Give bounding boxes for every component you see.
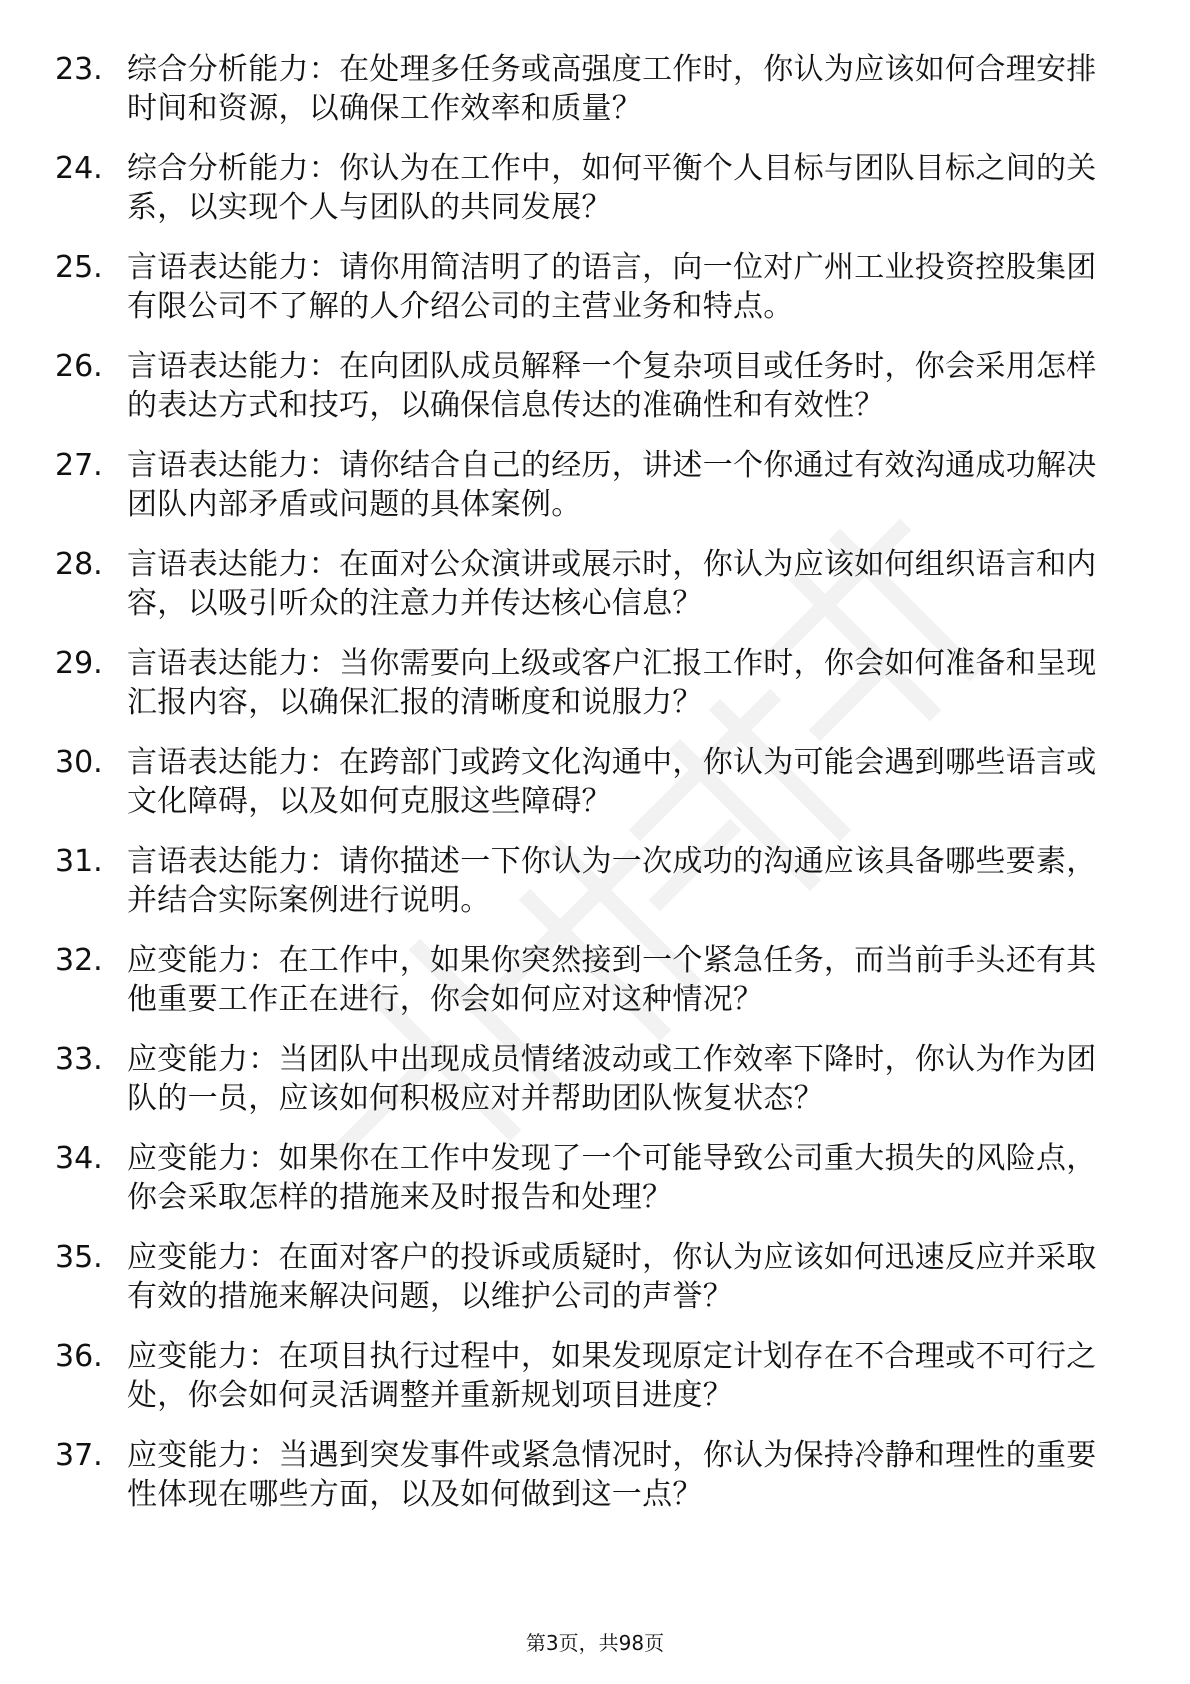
question-text: 综合分析能力：你认为在工作中，如何平衡个人目标与团队目标之间的关系，以实现个人与团队的共同发展？ <box>127 151 1097 225</box>
question-number: 33. <box>55 1042 103 1077</box>
question-number: 24. <box>55 151 103 186</box>
question-text: 言语表达能力：当你需要向上级或客户汇报工作时，你会如何准备和呈现汇报内容，以确保汇报的清晰度和说服力？ <box>127 646 1097 720</box>
question-item <box>55 545 1115 623</box>
question-number: 37. <box>55 1438 103 1473</box>
question-text: 应变能力：当团队中出现成员情绪波动或工作效率下降时，你认为作为团队的一员，应该如何积极应对并帮助团队恢复状态？ <box>127 1042 1097 1116</box>
question-number: 27. <box>55 448 103 483</box>
question-item <box>55 1139 1115 1217</box>
question-list <box>55 50 1115 1535</box>
question-item <box>55 644 1115 722</box>
question-number: 23. <box>55 52 103 87</box>
question-text: 言语表达能力：请你用简洁明了的语言，向一位对广州工业投资控股集团有限公司不了解的人介绍公司的主营业务和特点。 <box>127 250 1097 324</box>
question-number: 32. <box>55 943 103 978</box>
question-text: 言语表达能力：在跨部门或跨文化沟通中，你认为可能会遇到哪些语言或文化障碍，以及如何克服这些障碍？ <box>127 745 1097 819</box>
question-text: 言语表达能力：请你描述一下你认为一次成功的沟通应该具备哪些要素，并结合实际案例进行说明。 <box>127 844 1097 918</box>
question-text: 应变能力：在项目执行过程中，如果发现原定计划存在不合理或不可行之处，你会如何灵活调整并重新规划项目进度？ <box>127 1339 1097 1413</box>
question-item <box>55 1436 1115 1514</box>
question-number: 26. <box>55 349 103 384</box>
question-number: 31. <box>55 844 103 879</box>
question-text: 应变能力：当遇到突发事件或紧急情况时，你认为保持冷静和理性的重要性体现在哪些方面，以及如何做到这一点？ <box>127 1438 1097 1512</box>
question-item <box>55 842 1115 920</box>
question-number: 36. <box>55 1339 103 1374</box>
question-item <box>55 743 1115 821</box>
question-item <box>55 248 1115 326</box>
question-text: 综合分析能力：在处理多任务或高强度工作时，你认为应该如何合理安排时间和资源，以确保工作效率和质量？ <box>127 52 1097 126</box>
question-item <box>55 1337 1115 1415</box>
question-item <box>55 446 1115 524</box>
question-text: 应变能力：在面对客户的投诉或质疑时，你认为应该如何迅速反应并采取有效的措施来解决问题，以维护公司的声誉？ <box>127 1240 1097 1314</box>
question-item <box>55 50 1115 128</box>
question-number: 28. <box>55 547 103 582</box>
question-number: 25. <box>55 250 103 285</box>
question-text: 言语表达能力：在面对公众演讲或展示时，你认为应该如何组织语言和内容，以吸引听众的注意力并传达核心信息？ <box>127 547 1097 621</box>
question-number: 35. <box>55 1240 103 1275</box>
question-text: 应变能力：如果你在工作中发现了一个可能导致公司重大损失的风险点，你会采取怎样的措施来及时报告和处理？ <box>127 1141 1097 1215</box>
question-item <box>55 347 1115 425</box>
question-number: 34. <box>55 1141 103 1176</box>
question-number: 30. <box>55 745 103 780</box>
question-text: 应变能力：在工作中，如果你突然接到一个紧急任务，而当前手头还有其他重要工作正在进行，你会如何应对这种情况？ <box>127 943 1097 1017</box>
question-item <box>55 941 1115 1019</box>
question-item <box>55 149 1115 227</box>
question-item <box>55 1040 1115 1118</box>
question-text: 言语表达能力：请你结合自己的经历，讲述一个你通过有效沟通成功解决团队内部矛盾或问题的具体案例。 <box>127 448 1097 522</box>
question-text: 言语表达能力：在向团队成员解释一个复杂项目或任务时，你会采用怎样的表达方式和技巧，以确保信息传达的准确性和有效性？ <box>127 349 1097 423</box>
question-number: 29. <box>55 646 103 681</box>
page-footer: 第3页，共98页 <box>525 1631 665 1655</box>
question-item <box>55 1238 1115 1316</box>
